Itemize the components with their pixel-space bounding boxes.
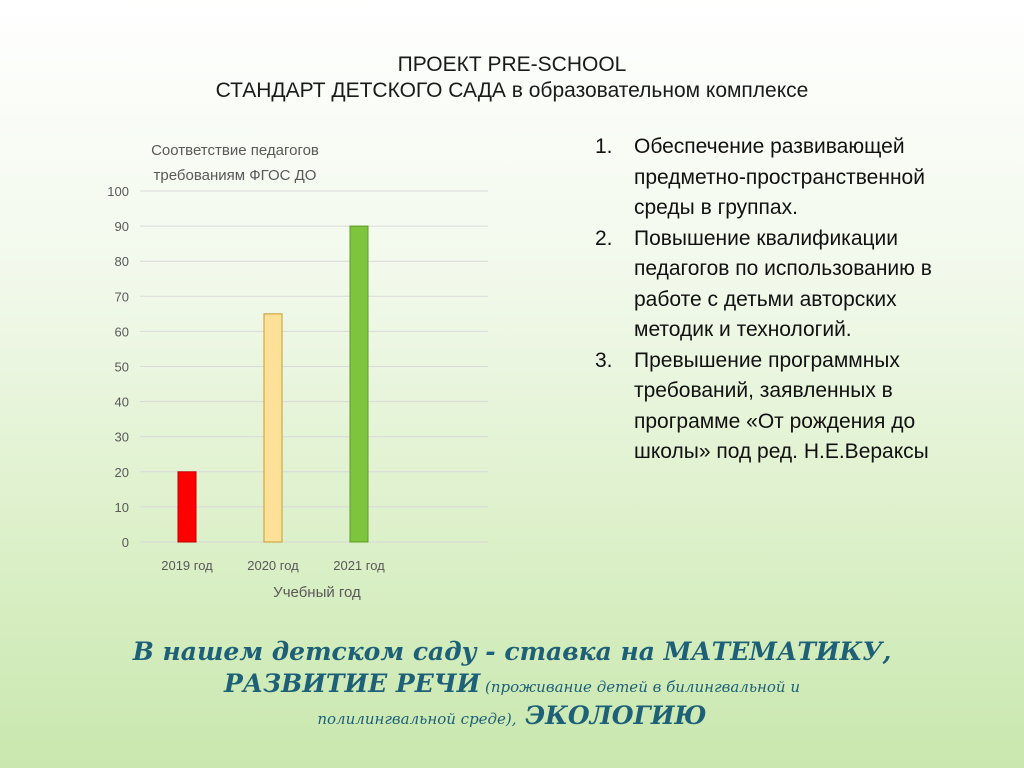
bar bbox=[350, 226, 368, 542]
x-tick-label: 2021 год bbox=[333, 558, 385, 573]
slide-title-line-1: ПРОЕКТ PRE-SCHOOL bbox=[397, 53, 627, 76]
y-tick-label: 10 bbox=[114, 499, 129, 515]
list-item-line: среды в группах. bbox=[634, 196, 798, 219]
y-tick-label: 30 bbox=[114, 429, 129, 445]
list-item-line: школы» под ред. Н.Е.Вераксы bbox=[634, 440, 929, 463]
y-tick-label: 100 bbox=[107, 184, 129, 199]
list-item-number: 3. bbox=[595, 348, 613, 372]
bar bbox=[178, 472, 196, 542]
slide-title-line-2: СТАНДАРТ ДЕТСКОГО САДА в образовательном комплексе bbox=[215, 79, 809, 102]
y-tick-label: 90 bbox=[114, 219, 129, 235]
list-item bbox=[595, 132, 1015, 224]
x-tick-label: 2020 год bbox=[247, 558, 299, 573]
list-item-line: программе «От рождения до bbox=[634, 409, 916, 433]
list-item bbox=[595, 346, 1015, 468]
x-tick-label: 2019 год bbox=[161, 558, 213, 573]
bar bbox=[264, 314, 282, 542]
y-tick-label: 60 bbox=[114, 324, 129, 340]
y-tick-label: 70 bbox=[114, 289, 129, 305]
bottom-note-emphasis-ecology: ЭКОЛОГИЮ bbox=[516, 701, 707, 730]
list-item-number: 1. bbox=[595, 135, 613, 158]
y-tick-label: 20 bbox=[114, 464, 129, 480]
list-item-line: Повышение квалификации bbox=[634, 226, 898, 250]
list-item-line: работе с детьми авторских bbox=[634, 287, 897, 311]
bottom-note bbox=[110, 636, 914, 732]
list-item-line: методик и технологий. bbox=[634, 318, 852, 341]
y-tick-label: 0 bbox=[121, 535, 129, 550]
list-item-line: Обеспечение развивающей bbox=[634, 135, 905, 158]
list-item-line: Превышение программных bbox=[634, 348, 900, 372]
slide-title bbox=[0, 52, 1024, 104]
bottom-note-emphasis-speech: РАЗВИТИЕ РЕЧИ bbox=[223, 669, 481, 698]
bottom-note-aside-1: (проживание детей в билингвальной и bbox=[480, 678, 800, 696]
y-tick-label: 80 bbox=[114, 254, 129, 270]
y-tick-label: 40 bbox=[114, 394, 129, 410]
bar-chart bbox=[95, 130, 505, 610]
list-item-line: педагогов по использованию в bbox=[634, 257, 932, 280]
list-item-line: предметно-пространственной bbox=[634, 165, 925, 189]
bottom-note-line-1: В нашем детском саду - ставка на МАТЕМАТИКУ, bbox=[132, 637, 892, 666]
list-item bbox=[595, 224, 1015, 346]
chart-title-line: требованиям ФГОС ДО bbox=[153, 167, 317, 184]
x-axis-title: Учебный год bbox=[273, 584, 361, 601]
chart-title-line: Соответствие педагогов bbox=[151, 142, 319, 159]
requirements-list bbox=[595, 132, 1015, 468]
y-tick-label: 50 bbox=[114, 359, 129, 375]
list-item-number: 2. bbox=[595, 226, 613, 250]
list-item-line: требований, заявленных в bbox=[634, 379, 893, 402]
bottom-note-aside-2: полилингвальной среде), bbox=[317, 710, 517, 728]
